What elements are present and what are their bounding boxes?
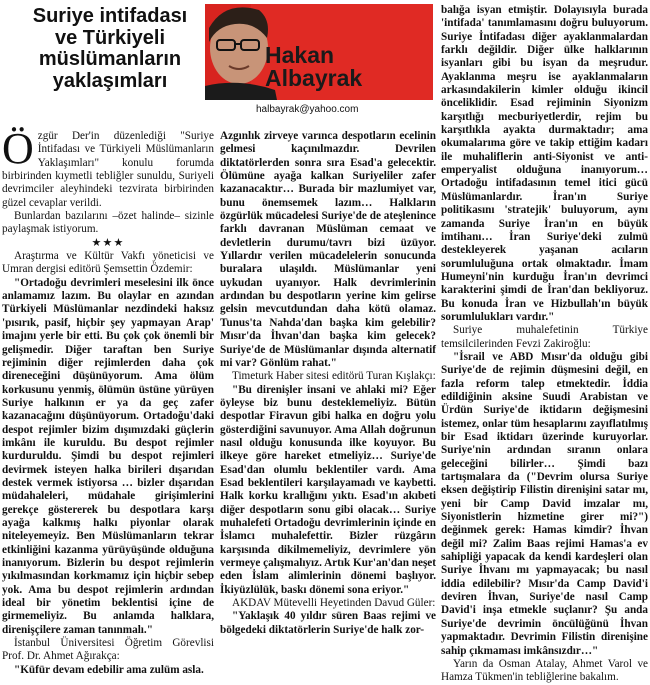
body-paragraph: Yarın da Osman Atalay, Ahmet Varol ve Hamza Tükmen'in tebliğlerine bakalım.: [441, 657, 648, 684]
quote-paragraph: balığa isyan etmiştir. Dolayısıyla burada 'intifada' tanımlamasını doğru buluyorum. Suriye İntifadası diğer ayaklanmalardan farklı değildir. Diğer ülke halklarının isyanları gibi bu isyan da meşrudur. Ayaklanma meşru ise ayaklanmaların arkasındakilerin kimler olduğu ikincil önceliklidir. Esad rejiminin Siyonizm karşıtlığı mecburiyetlerdir, rejim bu karşıtlıkla ayakta durmaktadır; ama okumalarıma göre ve takip ettiğim kadarı ile muhaliflerin anti-Siyonist ve anti-emperyalist olduğuna inanıyorum… Ortadoğu intifadasının temel itici gücü Müslümanlardır. İran'ın Suriye politikasını 'stratejik' buluyorum, aynı zamanda Suriye İran'ın en büyük imtihanı… İran Suriye'deki zulmü destekleyerek yaşanan acıların sorumluluğuna ortak olmaktadır. İmam Humeyni'nin kurduğu İran'ın devrimci karakterini şimdi de İran'dan bekliyoruz. Bu konuda İran ve Hizbullah'ın büyük sorumlulukları vardır.": [441, 4, 648, 323]
article-column-2: [220, 130, 436, 637]
body-paragraph: İstanbul Üniversitesi Öğretim Görevlisi Prof. Dr. Ahmet Ağırakça:: [2, 637, 214, 663]
body-paragraph: Suriye muhalefetinin Türkiye temsilcilerinden Fevzi Zakiroğlu:: [441, 324, 648, 350]
author-name-text: Hakan Albayrak: [265, 42, 363, 91]
body-paragraph: Timeturk Haber sitesi editörü Turan Kışlakçı:: [232, 370, 436, 383]
section-separator: ★★★: [91, 236, 125, 249]
quote-paragraph: "Ortadoğu devrimleri meselesini ilk önce anlamamız lazım. Bu olaylar en azından Türkiyeli Müslümanlar nezdindeki haksız 'pısırık, pasif, hiçbir şey yapmayan Arap' imajını yerle bir etti. Bu çok çok önemli bir gelişmedir. Diğer taraftan ben Suriye rejiminin diğer rejimlerden daha çok direneceğini düşünüyorum. Ama ölüm korkusunu yenmiş, ölümün üstüne yürüyen Suriye halkının er ya da geç zafer kazanacağını düşünüyorum. Ortadoğu'daki despot rejimler bizim dışımızdaki güçlerin imkânı ile kuruldu. Bu despot rejimler kurduruldu. Şimdi bu despot rejimleri devirmek isteyen halka birileri dışarıdan destek vermek istiyorsa … bizler dışarıdan müdahaleleri, müdahale girişimlerini gerekçe göstererek bu despotlara karşı ayağa kalkmış halkı piyonlar olarak niteleyemeyiz. Ben Müslümanların tekrar etkinliğini kazanma yürüyüşünde olduğuna inanıyorum. Bizlerin bu despot rejimlerin yıkılmasından korkmamız için hiçbir sebep yok. Ama bu despot rejimlerin ardından ideal bir yönetim beklentisi içine de girmemeliyiz. Bu anlamda halklara, direnişçilere zaman tanınmalı.": [2, 276, 214, 636]
article-column-3: [441, 4, 648, 685]
quote-paragraph: "Yaklaşık 40 yıldır süren Baas rejimi ve bölgedeki diktatörlerin Suriye'de halk zor-: [220, 610, 436, 636]
quote-paragraph: "İsrail ve ABD Mısır'da olduğu gibi Suriye'de de rejimin düşmesini değil, en fazla reform talep etmektedir. İddia edildiğinin aksine Suudi Arabistan ve Ürdün Suriye'de iktidarın değişmesini istemez, onlar tüm hesaplarını zayıflatılmış bir Esad iktidarı üzerinde kuruyorlar. Suriye'nin ardından sıranın onlara geleceğini bilirler… Şimdi bazı tartışmalara da ("Devrim olursa Suriye eksen değiştirip Filistin direnişini satar mı, yeni bir Camp David imzalar mı, Siyonistlerin hizmetine girer mi?") değinmek gerek: Hamas kimdir? İhvan değil mi? Zalim Baas rejimi Hamas'a ev sahipliği yapacak da kendi kardeşleri olan Suriye İhvanı mı yapmayacak; bu nasıl iddia edilebilir? Mısır'da Camp David'i deviren İhvan, Suriye'de nasıl Camp David'i inşa etmekle suçlanır? Şu anda Suriye'de devrimin öncülüğünü İhvan yapmaktadır. Devrimin Filistin direnişine sahip çıkmaması imkânsızdır…": [441, 350, 648, 657]
body-paragraph: AKDAV Mütevelli Heyetinden Davud Güler:: [232, 597, 436, 610]
body-text: zgür Der'in düzenlediği "Suriye İntifadası ve Türkiyeli Müslümanların Yaklaşımları" konulu forumda birbirinden kıymetli tebliğler sunuldu, Suriyeli devrimciler aleyhindeki tezvirata birbirinden güzel cevaplar verildi.: [2, 130, 214, 209]
quote-paragraph: Azgınlık zirveye varınca despotların ecelinin gelmesi kaçınılmazdır. Devrilen diktatörlerden sonra sıra Esad'a gelecektir. Ölümüne ayağa kalkan Suriyeliler zafer kazanacaktır… Burada bir mazlumiyet var, bunu önemsemek lazım… Halkların özgürlük mücadelesi Suriye'de de ateşlenince farklı davranan Müslüman cemaat ve devletlerin durumu/tavrı bizi üzüyor. Yıllardır verilen mücadelelerin sonucunda buralara ulaşıldı. Müslümanlar yeni uykudan uyanıyor. Halk devrimlerinin ardından bu despotların yerine kim gelirse gelsin mevcutdundan daha kötü olamaz. Tunus'ta Nahda'dan başka kim gelebilir? Mısır'da İhvan'dan başka kim gelecek? Suriye'de de Müslümanlar dışında alternatif mi var? Gönlüm rahat.": [220, 130, 436, 369]
article-column-1: [2, 124, 214, 677]
body-paragraph: [2, 124, 214, 210]
quote-paragraph: "Bu direnişler insani ve ahlaki mi? Eğer öyleyse biz bunu desteklemeliyiz. Bütün despotlar Firavun gibi halka en doğru yolu gösterdiğini savunuyor. Ama Allah doğrunun nasıl olduğu konusunda ilke koyuyor. Bu ilkeye göre hareket etmeliyiz… Suriye'de Esad'dan olumlu beklentiler vardı. Ama Esad beklentileri karşılayamadı ve kaybetti. Halk korku krallığını yıktı. Esad'ın akıbeti diğer despotların sonu gibi olacak… Suriye muhalefeti Ortadoğu devrimlerinin içinde en İslamcı muhalefettir. Bizler rüzgârın karşısında dikilmemeliyiz, devrimlere yön vermeye çalışmalıyız. Artık Kur'an'dan neşet eden İslam alimlerinin dönemi başlıyor. İkiyüzlülük, baskı dönemi sona eriyor.": [220, 383, 436, 596]
author-name: [265, 44, 425, 90]
body-paragraph: Araştırma ve Kültür Vakfı yöneticisi ve Umran dergisi editörü Şemsettin Özdemir:: [2, 250, 214, 276]
author-email: halbayrak@yahoo.com: [256, 104, 359, 115]
drop-cap: Ö: [2, 124, 34, 173]
headline: Suriye intifadası ve Türkiyeli müslümanların yaklaşımları: [32, 5, 188, 92]
quote-paragraph: "Küfür devam edebilir ama zulüm asla.: [14, 663, 204, 676]
body-paragraph: Bunlardan bazılarını –özet halinde– sizinle paylaşmak istiyorum.: [2, 210, 214, 236]
